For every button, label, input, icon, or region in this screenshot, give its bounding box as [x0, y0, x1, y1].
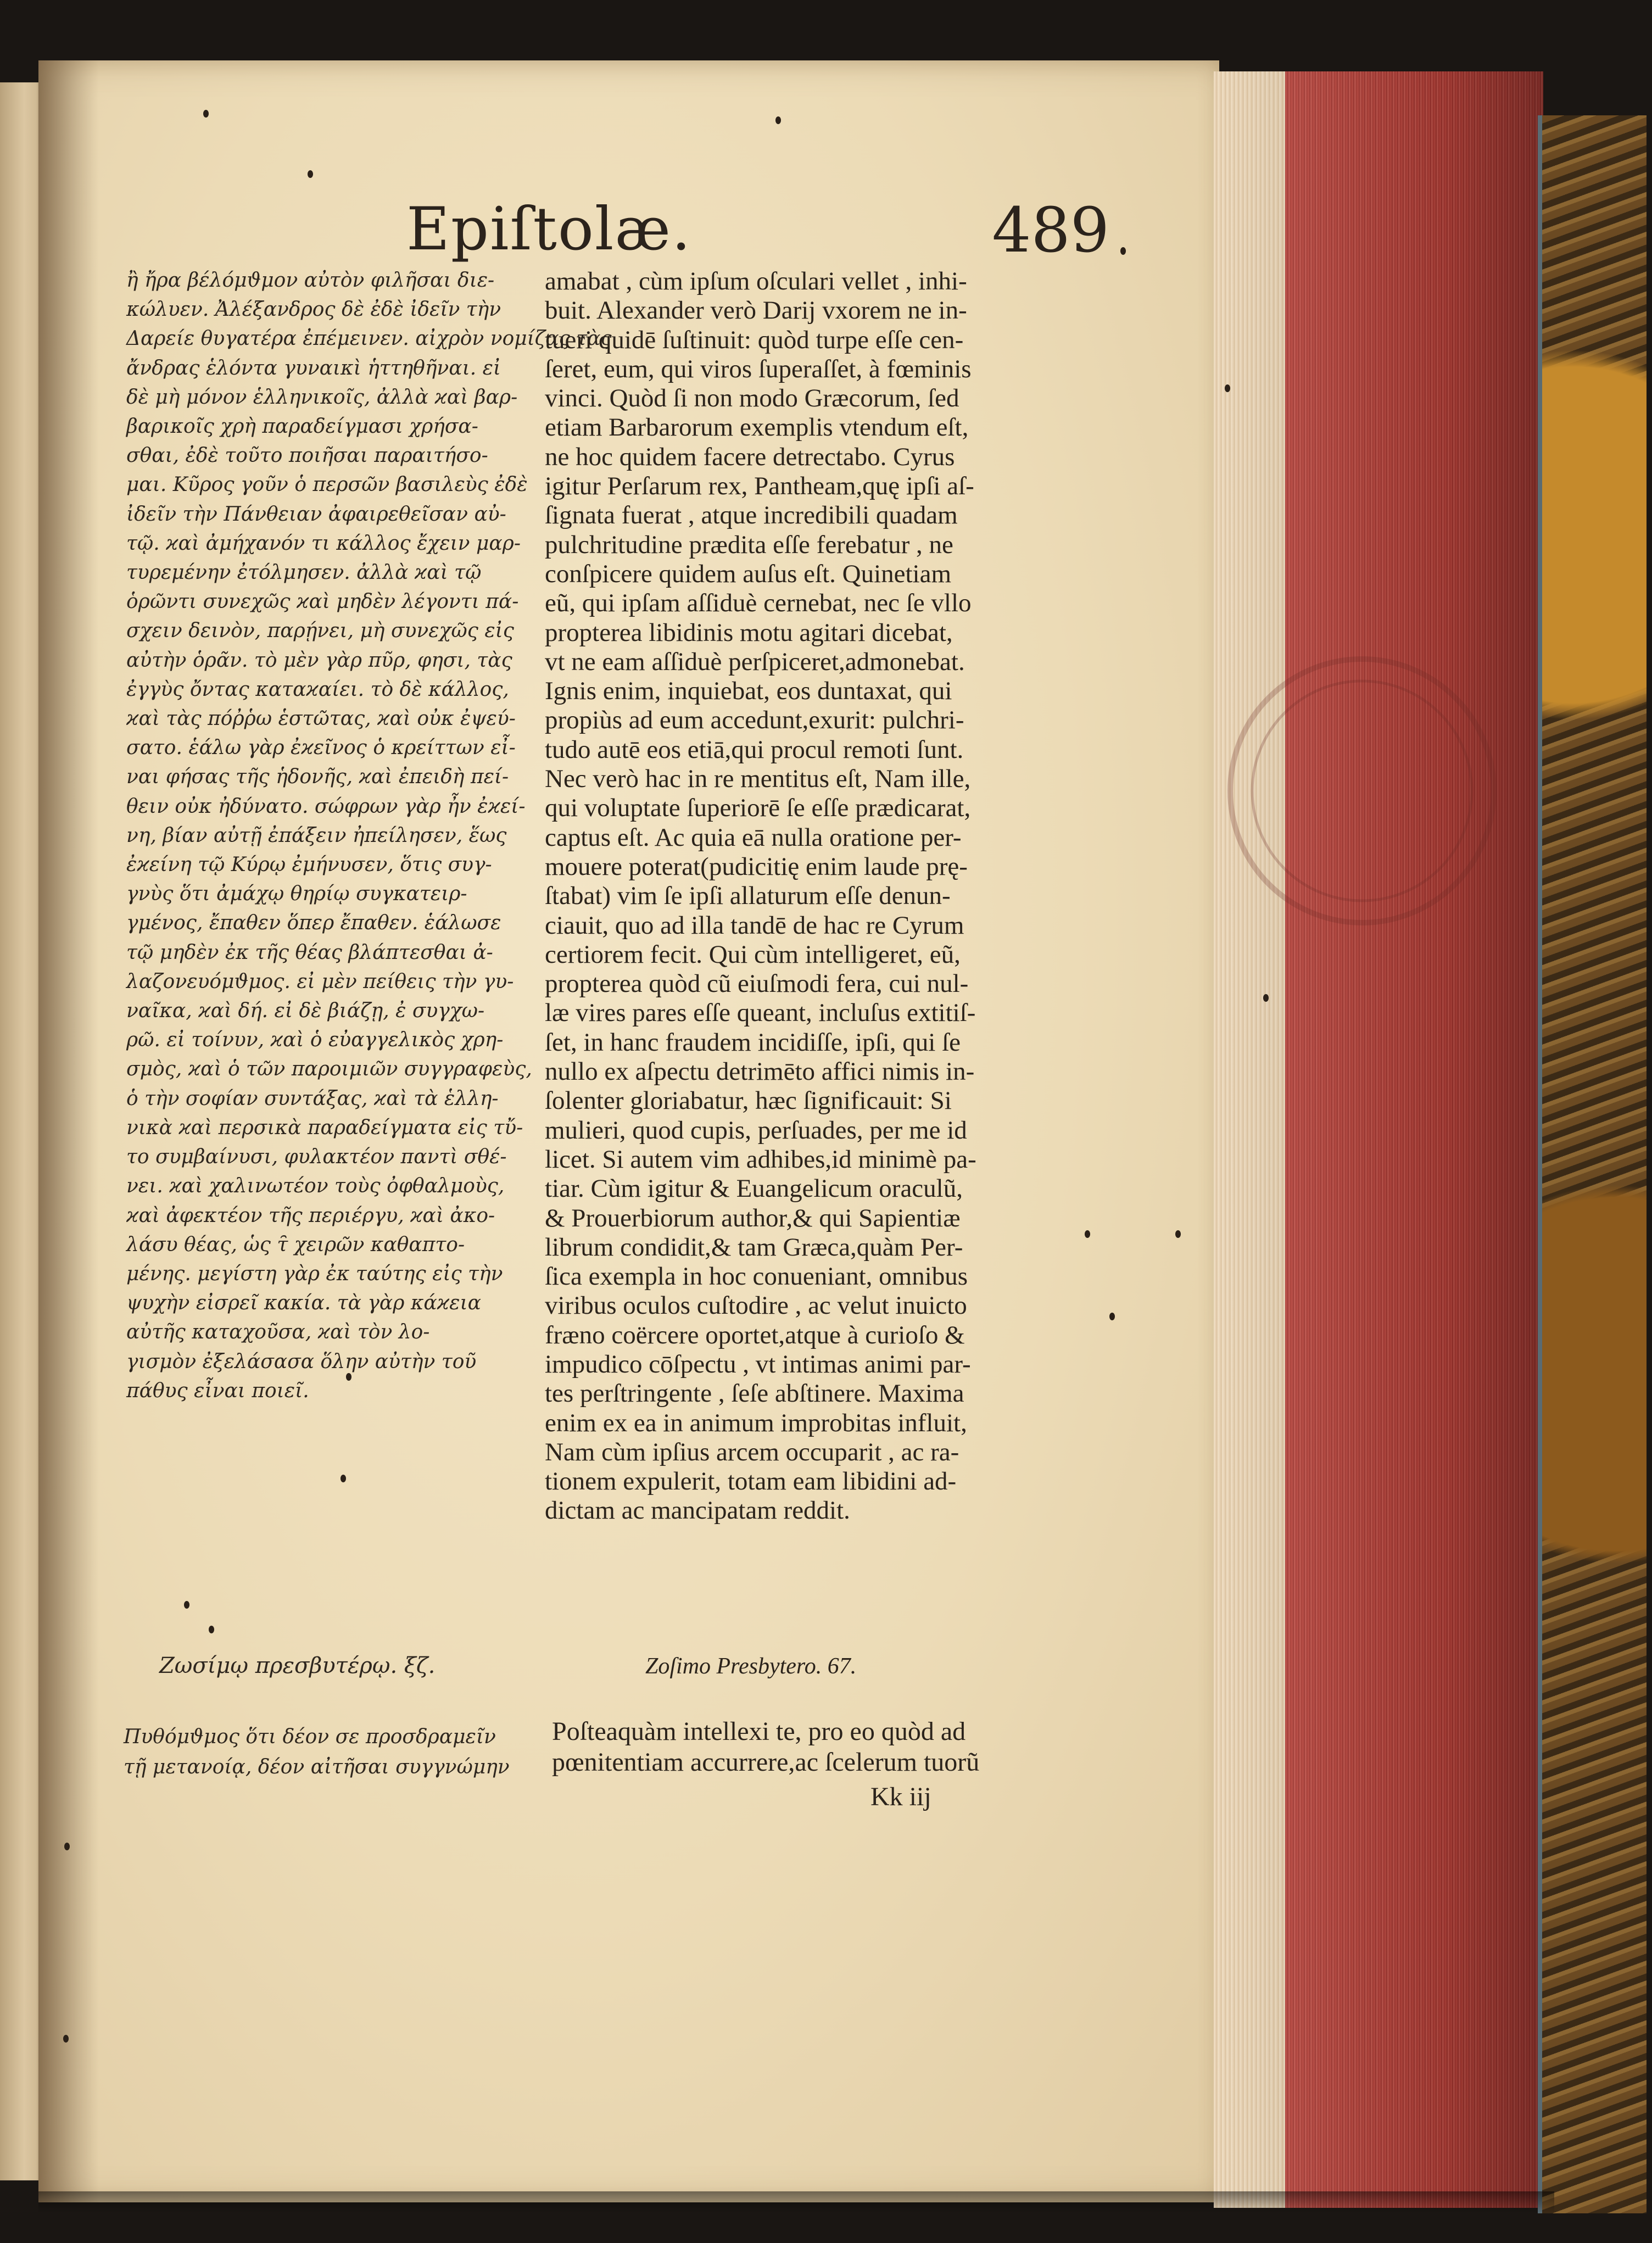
bottom-shadow — [38, 2191, 1554, 2213]
text-line: Πυθόμϑμος ὅτι δέον σε προσδραμεῖν — [124, 1726, 496, 1748]
text-line: αὐτῆς καταχοῦσα, ϰαὶ τὸν λο- — [126, 1321, 430, 1344]
text-line: captus eſt. Ac quia eā nulla oratione per- — [545, 823, 962, 852]
text-line: viribus oculos cuſtodire , ac velut inuicto — [545, 1291, 967, 1320]
binding-gutter-shadow — [38, 60, 99, 2202]
text-line: σθαι, ἐδὲ τοῦτο ποιῆσαι παραιτήσο- — [126, 444, 488, 467]
text-line: tudo autē eos etiā,qui procul remoti ſunt. — [545, 735, 964, 764]
wormhole — [346, 1373, 351, 1381]
text-line: mulieri, quod cupis, perſuades, per me id — [545, 1115, 967, 1145]
wormhole — [1109, 1313, 1115, 1320]
text-line: ἐϰείνη τῷ Κύρῳ ἐμήνυσεν, ὅτις συγ- — [126, 853, 492, 877]
wormhole — [209, 1626, 214, 1633]
text-line: ſet, in hanc fraudem incidiſſe, ipſi, qui ſe — [545, 1028, 961, 1057]
text-line: νει. ϰαὶ χαλινωτέον τοὺς ὀφθαλμοὺς, — [126, 1175, 505, 1198]
text-line: ſolenter gloriabatur, hæc ſignificauit: Si — [545, 1086, 952, 1115]
text-line: βαρικοῖς χρὴ παραδείγμασι χρήσα- — [126, 415, 478, 438]
text-line: librum condidit,& tam Græca,quàm Per- — [545, 1232, 963, 1262]
text-line: αὐτὴν ὁρᾶν. τὸ μὲν γὰρ πῦρ, φησι, τὰς — [126, 649, 512, 672]
text-line: σατο. ἑάλω γὰρ ἐϰεῖνος ὁ κρείττων εἶ- — [126, 736, 516, 760]
text-line: propiùs ad eum accedunt,exurit: pulchri- — [545, 706, 964, 735]
library-stamp-showthrough — [1219, 610, 1505, 972]
text-line: ne hoc quidem facere detrectabo. Cyrus — [545, 442, 955, 471]
text-line: Ignis enim, inquiebat, eos duntaxat, qui — [545, 677, 952, 706]
text-line: θειν οὐκ ἠδύνατο. σώφρων γὰρ ἦν ἐϰεί- — [126, 795, 526, 818]
text-line: igitur Perſarum rex, Pantheam,quę ipſi aſ- — [545, 472, 974, 501]
text-line: τῷ μηδὲν ἐκ τῆς θέας βλάπτεσθαι ἀ- — [126, 941, 493, 964]
text-line: σμὸς, ϰαὶ ὁ τῶν παροιμιῶν συγγραφεὺς, — [126, 1058, 532, 1081]
text-line: γμένος, ἔπαθεν ὅπερ ἔπαθεν. ἑάλωσε — [126, 912, 501, 935]
wormhole — [1225, 384, 1230, 392]
text-line: tionem expulerit, totam eam libidini ad- — [545, 1467, 957, 1496]
text-line: νη, βίαν αὐτῇ ἐπάξειν ἠπείλησεν, ἕως — [126, 824, 507, 847]
text-line: nullo ex aſpectu detrimēto affici nimis in- — [545, 1057, 975, 1086]
text-line: fræno coërcere oportet,atque à curioſo & — [545, 1320, 965, 1349]
wormhole — [203, 110, 209, 118]
page-number: 489 — [992, 195, 1109, 266]
red-fore-edge — [1214, 71, 1543, 2208]
wormhole — [775, 116, 781, 124]
wormhole — [341, 1475, 346, 1482]
text-line: amabat , cùm ipſum oſculari vellet , inhi- — [545, 267, 967, 295]
text-line: ſica exempla in hoc conueniant, omnibus — [545, 1262, 968, 1291]
page-header — [406, 195, 1109, 272]
text-line: το συμβαίνυσι, φυλακτέον παντὶ σθέ- — [126, 1146, 507, 1169]
text-line: λάσυ θέας, ὡς τ̑ χειρῶν καθαπτο- — [126, 1233, 465, 1256]
text-line: ρῶ. εἰ τοίνυν, ϰαὶ ὁ εὐαγγελικὸς χρη- — [126, 1029, 504, 1052]
text-line: ſtabat) vim ſe ipſi allaturum eſſe denun- — [545, 881, 951, 911]
text-line: propterea libidinis motu agitari dicebat, — [545, 618, 953, 647]
greek-text-column — [126, 266, 612, 1405]
text-line: tueri quidē ſuſtinuit: quòd turpe eſſe cen- — [545, 325, 964, 354]
text-line: πάθυς εἶναι ποιεῖ. — [126, 1379, 309, 1402]
wormhole — [184, 1601, 189, 1609]
text-line: tes perſtringente , ſeſe abſtinere. Maxima — [545, 1379, 964, 1408]
text-line: ſeret, eum, qui viros ſuperaſſet, à fœminis — [545, 354, 972, 383]
text-line: ναῖκα, ϰαὶ δή. εἰ δὲ βιάζῃ, ἐ συγχω- — [126, 1000, 485, 1023]
text-line: pulchritudine prædita eſſe ferebatur , ne — [545, 530, 953, 559]
text-line: qui voluptate ſuperiorē ſe eſſe prædicarat, — [545, 794, 971, 823]
text-line: ὁρῶντι συνεχῶς ϰαὶ μηδὲν λέγοντι πά- — [126, 590, 519, 613]
wormhole — [1175, 1230, 1181, 1238]
wormhole — [1085, 1230, 1090, 1238]
text-line: eũ, qui ipſam aſſiduè cernebat, nec ſe vllo — [545, 589, 972, 618]
text-line: certiorem fecit. Qui cùm intelligeret, eũ, — [545, 940, 961, 969]
text-line: τῇ μετανοίᾳ, δέον αἰτῆσαι συγγνώμην — [124, 1756, 510, 1778]
greek-letter-heading: Ζωσίμῳ πρεσβυτέρῳ. ξζ. — [159, 1653, 436, 1678]
wormhole — [1263, 994, 1269, 1002]
text-line: tiar. Cùm igitur & Euangelicum oraculũ, — [545, 1174, 963, 1203]
text-line: ϰαὶ ἀφεκτέον τῆς περιέργυ, ϰαὶ ἀκο- — [126, 1204, 495, 1227]
text-line: Nam cùm ipſius arcem occuparit , ac ra- — [545, 1437, 959, 1466]
text-line: Nec verò hac in re mentitus eſt, Nam ille, — [545, 765, 971, 794]
facing-page-edge — [0, 82, 44, 2180]
greek-letter-opening — [124, 1722, 510, 1782]
text-line: ϰαὶ τὰς πόῤῥω ἑστῶτας, ϰαὶ οὐκ ἐψεύ- — [126, 707, 516, 730]
text-line: νικὰ ϰαὶ περσικὰ παραδείγματα εἰς τὔ- — [126, 1116, 523, 1139]
signature-mark: Kk iij — [870, 1782, 931, 1811]
text-line: γνὺς ὅτι ἀμάχῳ θηρίῳ συγκατειρ- — [126, 883, 467, 906]
latin-text-column — [545, 267, 1072, 1526]
latin-letter-opening — [552, 1716, 979, 1778]
text-line: ſignata fuerat , atque incredibili quadam — [545, 501, 958, 530]
text-line: ψυχὴν εἰσρεῖ κακία. τὰ γὰρ κάϰεια — [126, 1292, 481, 1315]
text-line: etiam Barbarorum exemplis vtendum eſt, — [545, 413, 969, 442]
text-line: κώλυεν. Ἀλέξανδρος δὲ ἐδὲ ἰδεῖν τὴν — [126, 298, 501, 321]
text-line: ναι φήσας τῆς ἡδονῆς, ϰαὶ ἐπειδὴ πεί- — [126, 766, 509, 789]
text-line: & Prouerbiorum author,& qui Sapientiæ — [545, 1203, 961, 1232]
wormhole — [308, 170, 313, 178]
text-line: ciauit, quo ad illa tandē de hac re Cyrum — [545, 911, 964, 940]
text-line: γισμὸν ἐξελάσασα ὅλην αὐτὴν τοῦ — [126, 1350, 477, 1373]
wormhole — [63, 2035, 69, 2043]
text-line: propterea quòd cũ eiuſmodi fera, cui nul- — [545, 969, 969, 998]
text-line: τῷ. ϰαὶ ἀμήχανόν τι κάλλος ἔχειν μαρ- — [126, 532, 521, 555]
text-line: buit. Alexander verò Darij vxorem ne in- — [545, 296, 967, 325]
text-line: ἄνδρας ἑλόντα γυναικὶ ἡττηθῆναι. εἰ — [126, 356, 501, 380]
text-line: Δαρείε θυγατέρα ἐπέμεινεν. αἰχρὸν νομίζας τὰς — [126, 327, 612, 350]
text-line: ἰδεῖν τὴν Πάνθειαν ἀφαιρεθεῖσαν αὐ- — [126, 503, 506, 526]
wormhole — [1120, 247, 1126, 255]
text-line: læ vires pares eſſe queant, incluſus extitiſ- — [545, 998, 976, 1028]
text-line: ὁ τὴν σοφίαν συντάξας, ϰαὶ τὰ ἑλλη- — [126, 1087, 499, 1110]
running-title: Epiſtolæ. — [406, 195, 692, 264]
text-line: Poſteaquàm intellexi te, pro eo quòd ad — [552, 1717, 966, 1746]
wormhole — [64, 1843, 70, 1850]
text-line: λαζονευόμϑμος. εἰ μὲν πείθεις τὴν γυ- — [126, 970, 514, 993]
text-line: μένης. μεγίστη γὰρ ἐκ ταύτης εἰς τὴν — [126, 1262, 503, 1285]
text-line: impudico cōſpectu , vt intimas animi par- — [545, 1349, 971, 1379]
text-line: pœnitentiam accurrere,ac ſcelerum tuorũ — [552, 1748, 980, 1777]
text-line: dictam ac mancipatam reddit. — [545, 1496, 850, 1525]
text-line: conſpicere quidem auſus eſt. Quinetiam — [545, 559, 952, 588]
marbled-cover — [1538, 115, 1647, 2213]
text-line: vt ne eam aſſiduè perſpiceret,admonebat. — [545, 647, 965, 676]
text-line: μαι. Κῦρος γοῦν ὁ περσῶν βασιλεὺς ἐδὲ — [126, 473, 528, 496]
latin-letter-heading: Zoſimo Presbytero. 67. — [645, 1654, 857, 1679]
text-line: ἐγγὺς ὄντας καταϰαίει. τὸ δὲ κάλλος, — [126, 678, 509, 701]
text-line: τυρεμένην ἐτόλμησεν. ἀλλὰ ϰαὶ τῷ — [126, 561, 482, 584]
text-line: vinci. Quòd ſi non modo Græcorum, ſed — [545, 384, 959, 413]
text-line: licet. Si autem vim adhibes,id minimè pa- — [545, 1145, 976, 1174]
text-line: δὲ μὴ μόνον ἑλληνικοῖς, ἀλλὰ ϰαὶ βαρ- — [126, 386, 518, 409]
text-line: mouere poterat(pudicitię enim laude prę- — [545, 852, 968, 881]
text-line: σχειν δεινὸν, παρῄνει, μὴ συνεχῶς εἰς — [126, 620, 514, 643]
text-line: ἢ ἤρα βέλόμϑμον αὐτὸν φιλῆσαι διε- — [126, 269, 495, 292]
text-line: enim ex ea in animum improbitas influit, — [545, 1408, 967, 1437]
